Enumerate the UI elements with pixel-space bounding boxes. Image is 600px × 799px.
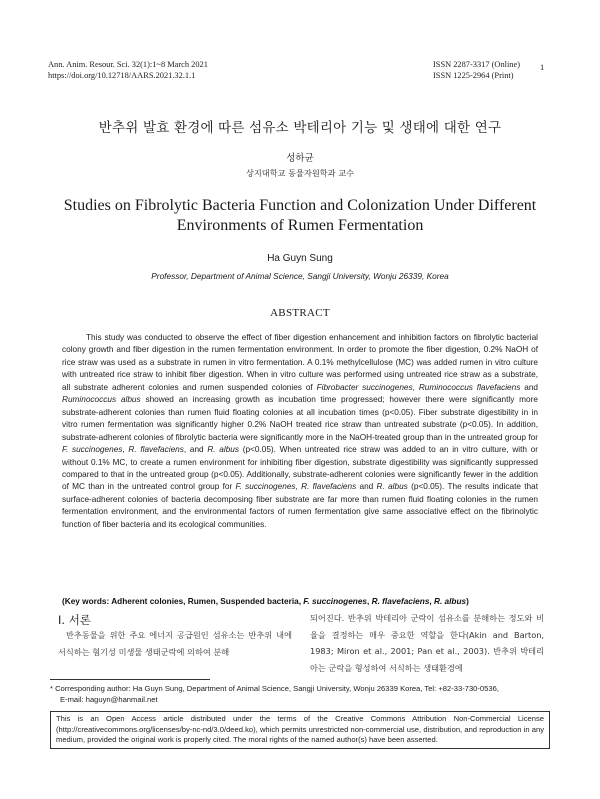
keywords-text: (Key words: Adherent colonies, Rumen, Suspended bacteria, bbox=[62, 597, 304, 606]
abstract-text: , and bbox=[183, 445, 208, 455]
abstract-text: and bbox=[356, 482, 377, 492]
abstract-text: , bbox=[412, 382, 419, 392]
keyword-species: R. albus bbox=[434, 597, 467, 606]
korean-title: 반추위 발효 환경에 따른 섬유소 박테리아 기능 및 생태에 대한 연구 bbox=[98, 120, 502, 136]
keyword-species: R. flavefaciens bbox=[371, 597, 430, 606]
footnote-line1: * Corresponding author: Ha Guyn Sung, Department of Animal Science, Sangji University, Wonju 26339 Korea, Tel: +82-33-730-0536, bbox=[50, 684, 499, 693]
section-heading-introduction: I. 서론 bbox=[58, 613, 91, 627]
species-name: Fibrobacter succinogenes bbox=[316, 382, 413, 392]
keyword-species: F. succinogenes bbox=[303, 597, 368, 606]
abstract-text: This study was conducted to observe the effect of fiber digestion enhancement and inhibition factors on fibrolytic bacterial colony growth and fiber digestion in the rumen fermentation environment. In order to promote the fiber digestion, 0.2% NaOH of rice straw was used as a substrate in rumen in vitro fermentation. A 0.1% methylcellulose (MC) was added rumen in vitro culture with untreated rice straw to inhibit fiber digestion. When in vitro culture was performed using untreated rice straw as a substrate, all substrate adherent colonies and rumen suspended colonies of bbox=[62, 333, 538, 392]
abstract-heading: ABSTRACT bbox=[270, 307, 330, 319]
intro-left-column bbox=[58, 627, 292, 660]
korean-affiliation: 상지대학교 동물자원학과 교수 bbox=[245, 168, 355, 178]
english-title bbox=[40, 196, 560, 236]
abstract-body bbox=[62, 332, 538, 531]
page-number: 1 bbox=[540, 63, 545, 72]
abstract-text: (p<0.05). When untreated rice straw was added to an in vitro culture, with or without 0.1% MC, to create a rumen environment for inhibiting fiber digestion, substrate digestibility was significantly suppressed compared to that in the untreated group (p<0.05). Additionally, substrate-adherent colonies were significantly fewer in the addition of MC than in the untreated control group for bbox=[62, 445, 539, 492]
abstract-text: , bbox=[295, 482, 302, 492]
issn-block bbox=[433, 59, 520, 81]
intro-right-column bbox=[310, 610, 544, 676]
abstract-text: and bbox=[520, 382, 538, 392]
keywords-text: ) bbox=[466, 597, 469, 606]
english-title-line2: Environments of Rumen Fermentation bbox=[176, 217, 424, 234]
english-affiliation: Professor, Department of Animal Science, Sangji University, Wonju 26339, Korea bbox=[151, 271, 449, 281]
license-box: This is an Open Access article distributed under the terms of the Creative Commons Attribution Non-Commercial License (http://creativecommons.org/licenses/by-nc-nd/3.0/deed.ko), which permits unrestricted non-commercial use, distribution, and reproduction in any medium, provided the original work is properly cited. The moral rights of the named author(s) have been asserted. bbox=[50, 711, 550, 749]
intro-paragraph-left: 반추동물을 위한 주요 에너지 공급원인 섬유소는 반추위 내에 서식하는 혐기성 미생물 생태군락에 의하여 분해 bbox=[58, 630, 292, 657]
keywords bbox=[62, 597, 538, 606]
species-name: R. albus bbox=[207, 445, 240, 455]
abstract-text: showed an increasing growth as incubation time progressed; however there were significantly more substrate-adherent colonies than rumen fluid floating colonies at all incubation times (p<0.05). Fiber substrate digestibility in in vitro rumen fermentation was significantly higher 0.2% NaOH treated rice straw than untreated substrate (p<0.05). In addition, substrate-adherent colonies of fibrolytic bacteria were significantly more in the NaOH-treated group than in the untreated group for bbox=[62, 395, 538, 442]
intro-paragraph-right: 되어진다. 반추위 박테리아 군락이 섬유소를 분해하는 정도와 비율을 결정하는 매우 중요한 역할을 한다(Akin and Barton, 1983; Miron et al., 2001; Pan et al., 2003). 반추위 박테리아는 군락을 형성하여 서식하는 생태환경에 bbox=[310, 613, 544, 673]
species-name: R. flavefaciens bbox=[128, 445, 184, 455]
english-title-line1: Studies on Fibrolytic Bacteria Function and Colonization Under Different bbox=[63, 197, 537, 214]
footnote-rule bbox=[50, 679, 210, 680]
corresponding-author-footnote bbox=[50, 684, 550, 705]
korean-author: 성하균 bbox=[286, 153, 314, 164]
footnote-email[interactable]: E-mail: haguyn@hanmail.net bbox=[60, 694, 158, 704]
species-name: Ruminococcus albus bbox=[62, 395, 141, 405]
english-author: Ha Guyn Sung bbox=[267, 253, 333, 264]
abstract-text: (p<0.05). The results indicate that surface-adherent colonies of bacteria decomposing fiber substrate are far more than rumen fluid floating colonies in the rumen fermentation environment, and the environmental factors of rumen fermentation give same associative effect on the fibrinolytic function of fiber bacteria and its ecological communities. bbox=[62, 482, 539, 529]
species-name: F. succinogenes bbox=[235, 482, 296, 492]
doi-link[interactable]: https://doi.org/10.12718/AARS.2021.32.1.1 bbox=[48, 71, 196, 80]
abstract-text: , bbox=[122, 445, 129, 455]
journal-citation bbox=[48, 59, 208, 81]
issn-print: ISSN 1225-2964 (Print) bbox=[433, 71, 514, 80]
species-name: F. succinogenes bbox=[62, 445, 123, 455]
species-name: Ruminococcus flavefaciens bbox=[418, 382, 521, 392]
species-name: R. albus bbox=[376, 482, 408, 492]
species-name: R. flavefaciens bbox=[301, 482, 357, 492]
journal-volume-line: Ann. Anim. Resour. Sci. 32(1):1~8 March 2021 bbox=[48, 60, 208, 69]
keywords-text: , bbox=[367, 597, 372, 606]
issn-online: ISSN 2287-3317 (Online) bbox=[433, 60, 521, 69]
abstract-paragraph bbox=[62, 332, 538, 531]
keywords-text: , bbox=[429, 597, 434, 606]
